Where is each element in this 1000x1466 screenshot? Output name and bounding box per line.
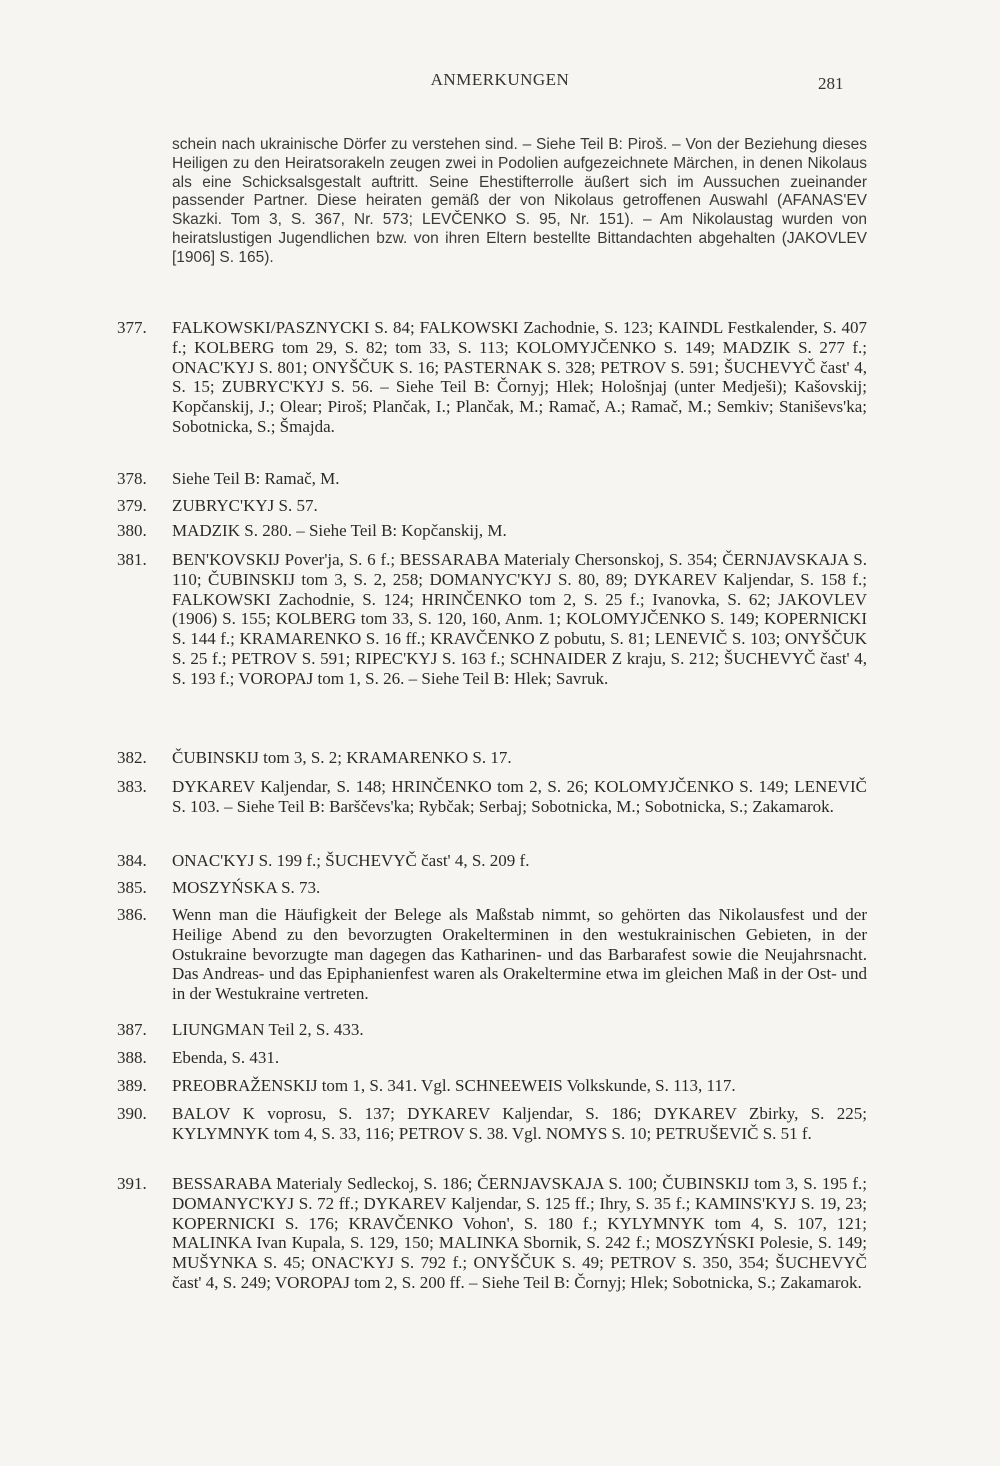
note-number: 386. — [117, 905, 147, 924]
note-text: MOSZYŃSKA S. 73. — [172, 878, 321, 897]
note-number: 379. — [117, 496, 147, 515]
note-text: Ebenda, S. 431. — [172, 1048, 280, 1067]
note-number: 388. — [117, 1048, 147, 1067]
note-389 — [117, 1076, 867, 1096]
note-number: 384. — [117, 851, 147, 870]
note-number: 389. — [117, 1076, 147, 1095]
note-text: DYKAREV Kaljendar, S. 148; HRINČENKO tom 2, S. 26; KOLOMYJČENKO S. 149; LENEVIČ S. 103. – Siehe Teil B: Barščevs'ka; Rybčak; Serbaj; Sobotnicka, M.; Sobotnicka, S.; Zakamarok. — [172, 777, 867, 816]
note-number: 380. — [117, 521, 147, 540]
note-385 — [117, 878, 867, 898]
note-text: BESSARABA Materialy Sedleckoj, S. 186; ČERNJAVSKAJA S. 100; ČUBINSKIJ tom 3, S. 195 f.; DOMANYC'KYJ S. 72 ff.; DYKAREV Kaljendar, S. 125 ff.; Ihry, S. 35 f.; KAMINS'KYJ S. 19, 23; KOPERNICKI S. 176; KRAVČENKO Vohon', S. 180 f.; KYLYMNYK tom 4, S. 107, 121; MALINKA Ivan Kupala, S. 129, 150; MALINKA Sbornik, S. 242 f.; MOSZYŃSKI Polesie, S. 149; MUŠYNKA S. 45; ONAC'KYJ S. 792 f.; ONYŠČUK S. 49; PETROV S. 350, 354; ŠUCHEVYČ čast' 4, S. 249; VOROPAJ tom 2, S. 200 ff. – Siehe Teil B: Čornyj; Hlek; Sobotnicka, S.; Zakamarok. — [172, 1174, 867, 1292]
note-text: ČUBINSKIJ tom 3, S. 2; KRAMARENKO S. 17. — [172, 748, 512, 767]
note-number: 381. — [117, 550, 147, 569]
note-380 — [117, 521, 867, 541]
note-text: ONAC'KYJ S. 199 f.; ŠUCHEVYČ čast' 4, S. 209 f. — [172, 851, 530, 870]
note-390 — [117, 1104, 867, 1144]
page-number: 281 — [818, 74, 844, 93]
note-text: BEN'KOVSKIJ Pover'ja, S. 6 f.; BESSARABA Materialy Chersonskoj, S. 354; ČERNJAVSKAJA S. 110; ČUBINSKIJ tom 3, S. 2, 258; DOMANYC'KYJ S. 80, 89; DYKAREV Kaljendar, S. 158 f.; FALKOWSKI Zachodnie, S. 124; HRINČENKO tom 2, S. 25 f.; Ivanovka, S. 62; JAKOVLEV (1906) S. 155; KOLBERG tom 33, S. 120, 160, Anm. 1; KOLOMYJČENKO S. 149; KOPERNICKI S. 144 f.; KRAMARENKO S. 16 ff.; KRAVČENKO Z pobutu, S. 81; LENEVIČ S. 103; ONYŠČUK S. 25 f.; PETROV S. 591; RIPEC'KYJ S. 163 f.; SCHNAIDER Z kraju, S. 212; ŠUCHEVYČ čast' 4, S. 193 f.; VOROPAJ tom 1, S. 26. – Siehe Teil B: Hlek; Savruk. — [172, 550, 867, 688]
running-header: ANMERKUNGEN — [430, 70, 570, 89]
note-text: MADZIK S. 280. – Siehe Teil B: Kopčanskij, M. — [172, 521, 507, 540]
note-388 — [117, 1048, 867, 1068]
note-text: PREOBRAŽENSKIJ tom 1, S. 341. Vgl. SCHNEEWEIS Volkskunde, S. 113, 117. — [172, 1076, 736, 1095]
note-number: 383. — [117, 777, 147, 796]
note-382 — [117, 748, 867, 768]
note-continuation: schein nach ukrainische Dörfer zu verstehen sind. – Siehe Teil B: Piroš. – Von der Beziehung dieses Heiligen zu den Heiratsorakeln zeugen zwei in Podolien aufgezeichnete Märchen, in denen Nikolaus als eine Schicksalsgestalt auftritt. Seine Ehestifterrolle äußert sich im Aussuchen zueinander passender Partner. Diese heiraten gemäß der von Nikolaus getroffenen Auswahl (AFANAS'EV Skazki. Tom 3, S. 367, Nr. 573; LEVČENKO S. 95, Nr. 151). – Am Nikolaustag wurden von heiratslustigen Jugendlichen bzw. von ihren Eltern bestellte Bittandachten abgehalten (JAKOVLEV [1906] S. 165). — [172, 136, 867, 266]
note-number: 390. — [117, 1104, 147, 1123]
note-text: FALKOWSKI/PASZNYCKI S. 84; FALKOWSKI Zachodnie, S. 123; KAINDL Festkalender, S. 407 f.; KOLBERG tom 29, S. 82; tom 33, S. 113; KOLOMYJČENKO S. 149; MADZIK S. 277 f.; ONAC'KYJ S. 801; ONYŠČUK S. 16; PASTERNAK S. 328; PETROV S. 591; ŠUCHEVYČ čast' 4, S. 15; ZUBRYC'KYJ S. 56. – Siehe Teil B: Čornyj; Hlek; Hološnjaj (unter Medješi); Kašovskij; Kopčanskij, J.; Olear; Piroš; Plančak, I.; Plančak, M.; Ramač, A.; Ramač, M.; Semkiv; Staniševs'ka; Sobotnicka, S.; Šmajda. — [172, 318, 867, 436]
note-text: Siehe Teil B: Ramač, M. — [172, 469, 340, 488]
note-text: BALOV K voprosu, S. 137; DYKAREV Kaljendar, S. 186; DYKAREV Zbirky, S. 225; KYLYMNYK tom 4, S. 33, 116; PETROV S. 38. Vgl. NOMYS S. 10; PETRUŠEVIČ S. 51 f. — [172, 1104, 867, 1143]
note-391 — [117, 1174, 867, 1293]
note-386 — [117, 905, 867, 1004]
note-number: 387. — [117, 1020, 147, 1039]
note-378 — [117, 469, 867, 489]
note-384 — [117, 851, 867, 871]
note-number: 377. — [117, 318, 147, 337]
note-number: 385. — [117, 878, 147, 897]
note-number: 391. — [117, 1174, 147, 1193]
note-383 — [117, 777, 867, 817]
note-text: Wenn man die Häufigkeit der Belege als Maßstab nimmt, so gehörten das Nikolausfest und der Heilige Abend zu den bevorzugten Orakelterminen in den westukrainischen Gebieten, in der Ostukraine bevorzugte man dagegen das Katharinen- und das Barbarafest sowie die Neujahrsnacht. Das Andreas- und das Epiphanienfest waren als Orakeltermine etwa im gleichen Maß in der Ost- und in der Westukraine vertreten. — [172, 905, 867, 1004]
note-387 — [117, 1020, 867, 1040]
note-381 — [117, 550, 867, 689]
note-379 — [117, 496, 867, 516]
note-number: 378. — [117, 469, 147, 488]
note-text: ZUBRYC'KYJ S. 57. — [172, 496, 318, 515]
note-text: LIUNGMAN Teil 2, S. 433. — [172, 1020, 364, 1039]
note-number: 382. — [117, 748, 147, 767]
note-377 — [117, 318, 867, 437]
